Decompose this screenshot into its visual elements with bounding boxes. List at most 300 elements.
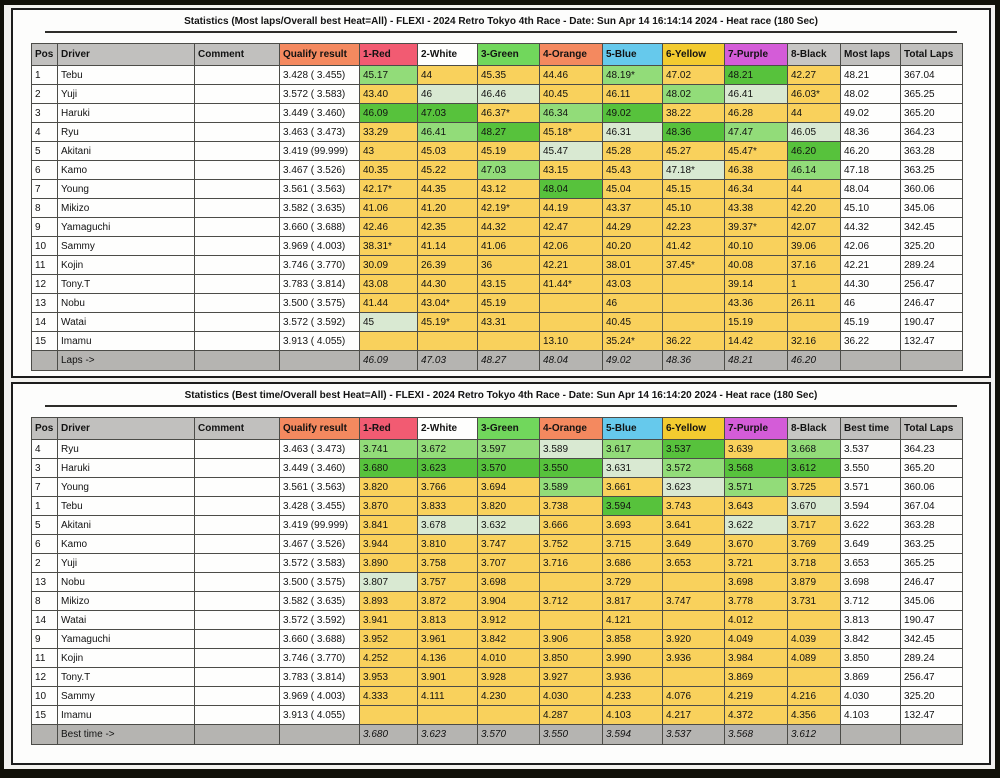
column-header-8-black: 8-Black (788, 44, 841, 66)
driver-cell: Ryu (58, 123, 195, 142)
qualify-cell: 3.572 ( 3.583) (280, 554, 360, 573)
pos-cell: 10 (32, 687, 58, 706)
heat-cell-8black: 4.089 (788, 649, 841, 668)
most-laps-cell: 48.02 (841, 85, 901, 104)
driver-cell: Tony.T (58, 668, 195, 687)
pos-cell: 12 (32, 668, 58, 687)
heat-cell-2white: 46.41 (418, 123, 478, 142)
heat-cell-2white: 41.20 (418, 199, 478, 218)
qualify-cell: 3.463 ( 3.473) (280, 123, 360, 142)
footer-total-cell (901, 725, 963, 745)
heat-cell-1red: 3.952 (360, 630, 418, 649)
total-laps-cell: 345.06 (901, 199, 963, 218)
footer-best-4orange: 3.550 (540, 725, 603, 745)
table-row (32, 592, 963, 611)
comment-cell (195, 123, 280, 142)
most-laps-cell: 45.19 (841, 313, 901, 332)
heat-cell-5blue: 46.31 (603, 123, 663, 142)
heat-cell-8black: 1 (788, 275, 841, 294)
heat-cell-7purple: 3.670 (725, 535, 788, 554)
pos-cell: 15 (32, 706, 58, 725)
pos-cell: 11 (32, 649, 58, 668)
footer-best-7purple: 3.568 (725, 725, 788, 745)
column-header-8-black: 8-Black (788, 418, 841, 440)
heat-cell-1red: 43 (360, 142, 418, 161)
heat-cell-4orange: 4.030 (540, 687, 603, 706)
most-laps-cell: 44.30 (841, 275, 901, 294)
total-laps-cell: 360.06 (901, 478, 963, 497)
best-time-cell: 3.537 (841, 440, 901, 459)
heat-cell-2white: 3.833 (418, 497, 478, 516)
heat-cell-7purple: 39.14 (725, 275, 788, 294)
driver-cell: Nobu (58, 294, 195, 313)
footer-pos-cell (32, 725, 58, 745)
heat-cell-5blue: 4.103 (603, 706, 663, 725)
comment-cell (195, 256, 280, 275)
heat-cell-6yellow (663, 573, 725, 592)
table-row (32, 180, 963, 199)
best-time-cell: 3.649 (841, 535, 901, 554)
table-body (32, 66, 963, 371)
title-rule (45, 31, 957, 33)
best-time-cell: 3.653 (841, 554, 901, 573)
table-row (32, 313, 963, 332)
qualify-cell: 3.746 ( 3.770) (280, 256, 360, 275)
table-row (32, 630, 963, 649)
heat-cell-7purple: 3.568 (725, 459, 788, 478)
best-time-title: Statistics (Best time/Overall best Heat=All) - FLEXI - 2024 Retro Tokyo 4th Race - Date: Sun Apr 14 16:14:20 2024 - Heat race (180 Sec) (184, 390, 818, 401)
heat-cell-8black: 3.718 (788, 554, 841, 573)
heat-cell-1red: 3.841 (360, 516, 418, 535)
table-row (32, 66, 963, 85)
pos-cell: 13 (32, 573, 58, 592)
qualify-cell: 3.783 ( 3.814) (280, 275, 360, 294)
driver-cell: Young (58, 478, 195, 497)
column-header-best-time: Best time (841, 418, 901, 440)
pos-cell: 3 (32, 459, 58, 478)
most-laps-cell: 44.32 (841, 218, 901, 237)
table-row (32, 123, 963, 142)
total-laps-cell: 360.06 (901, 180, 963, 199)
most-laps-cell: 46.20 (841, 142, 901, 161)
heat-cell-8black: 32.16 (788, 332, 841, 351)
best-time-cell: 3.712 (841, 592, 901, 611)
comment-cell (195, 237, 280, 256)
comment-cell (195, 294, 280, 313)
heat-cell-1red: 43.08 (360, 275, 418, 294)
driver-cell: Akitani (58, 516, 195, 535)
pos-cell: 6 (32, 161, 58, 180)
comment-cell (195, 66, 280, 85)
qualify-cell: 3.660 ( 3.688) (280, 218, 360, 237)
heat-cell-2white: 3.672 (418, 440, 478, 459)
heat-cell-8black: 3.731 (788, 592, 841, 611)
heat-cell-2white: 44.35 (418, 180, 478, 199)
pos-cell: 8 (32, 199, 58, 218)
heat-cell-4orange: 3.712 (540, 592, 603, 611)
table-row (32, 516, 963, 535)
heat-cell-8black (788, 611, 841, 630)
heat-cell-1red: 33.29 (360, 123, 418, 142)
qualify-cell: 3.449 ( 3.460) (280, 459, 360, 478)
column-header-pos: Pos (32, 44, 58, 66)
heat-cell-2white: 45.03 (418, 142, 478, 161)
column-header-total-laps: Total Laps (901, 44, 963, 66)
heat-cell-7purple: 47.47 (725, 123, 788, 142)
heat-cell-4orange (540, 294, 603, 313)
pos-cell: 4 (32, 440, 58, 459)
qualify-cell: 3.561 ( 3.563) (280, 180, 360, 199)
heat-cell-8black (788, 313, 841, 332)
most-laps-cell: 48.21 (841, 66, 901, 85)
best-time-cell: 3.842 (841, 630, 901, 649)
heat-cell-1red: 40.35 (360, 161, 418, 180)
comment-cell (195, 104, 280, 123)
comment-cell (195, 332, 280, 351)
heat-cell-4orange: 3.550 (540, 459, 603, 478)
column-header-5-blue: 5-Blue (603, 44, 663, 66)
header-row (32, 418, 963, 440)
heat-cell-1red: 3.941 (360, 611, 418, 630)
heat-cell-1red: 45.17 (360, 66, 418, 85)
most-laps-cell: 49.02 (841, 104, 901, 123)
pos-cell: 14 (32, 611, 58, 630)
heat-cell-7purple: 40.08 (725, 256, 788, 275)
heat-cell-8black: 26.11 (788, 294, 841, 313)
driver-cell: Kojin (58, 256, 195, 275)
heat-cell-3green: 3.707 (478, 554, 540, 573)
qualify-cell: 3.428 ( 3.455) (280, 497, 360, 516)
qualify-cell: 3.428 ( 3.455) (280, 66, 360, 85)
heat-cell-6yellow: 42.23 (663, 218, 725, 237)
heat-cell-5blue: 40.20 (603, 237, 663, 256)
table-row (32, 554, 963, 573)
driver-cell: Tony.T (58, 275, 195, 294)
comment-cell (195, 313, 280, 332)
qualify-cell: 3.419 (99.999) (280, 142, 360, 161)
driver-cell: Yuji (58, 85, 195, 104)
heat-cell-4orange: 13.10 (540, 332, 603, 351)
heat-cell-8black: 46.20 (788, 142, 841, 161)
heat-cell-8black: 3.725 (788, 478, 841, 497)
heat-cell-7purple: 40.10 (725, 237, 788, 256)
heat-cell-3green: 46.37* (478, 104, 540, 123)
heat-cell-7purple: 4.012 (725, 611, 788, 630)
heat-cell-5blue: 3.858 (603, 630, 663, 649)
heat-cell-3green: 43.12 (478, 180, 540, 199)
total-laps-cell: 367.04 (901, 66, 963, 85)
most-laps-title: Statistics (Most laps/Overall best Heat=All) - FLEXI - 2024 Retro Tokyo 4th Race - Date: Sun Apr 14 16:14:14 2024 - Heat race (180 Sec) (184, 16, 818, 27)
column-header-1-red: 1-Red (360, 44, 418, 66)
qualify-cell: 3.582 ( 3.635) (280, 592, 360, 611)
qualify-cell: 3.467 ( 3.526) (280, 161, 360, 180)
heat-cell-8black: 46.05 (788, 123, 841, 142)
pos-cell: 5 (32, 516, 58, 535)
table-head (32, 44, 963, 66)
driver-cell: Young (58, 180, 195, 199)
heat-cell-2white: 3.766 (418, 478, 478, 497)
heat-cell-6yellow (663, 668, 725, 687)
heat-cell-4orange: 3.589 (540, 478, 603, 497)
heat-cell-3green: 3.928 (478, 668, 540, 687)
qualify-cell: 3.969 ( 4.003) (280, 237, 360, 256)
pos-cell: 10 (32, 237, 58, 256)
heat-cell-2white: 45.22 (418, 161, 478, 180)
most-laps-cell: 42.06 (841, 237, 901, 256)
heat-cell-6yellow: 47.02 (663, 66, 725, 85)
column-header-qualify-result: Qualify result (280, 418, 360, 440)
pos-cell: 12 (32, 275, 58, 294)
heat-cell-8black: 44 (788, 180, 841, 199)
most-laps-cell: 48.36 (841, 123, 901, 142)
heat-cell-8black: 42.07 (788, 218, 841, 237)
heat-cell-2white: 3.810 (418, 535, 478, 554)
heat-cell-4orange: 3.752 (540, 535, 603, 554)
total-laps-cell: 365.25 (901, 85, 963, 104)
heat-cell-6yellow: 3.936 (663, 649, 725, 668)
column-header-3-green: 3-Green (478, 418, 540, 440)
total-laps-cell: 256.47 (901, 668, 963, 687)
heat-cell-4orange (540, 313, 603, 332)
heat-cell-5blue: 3.729 (603, 573, 663, 592)
heat-cell-4orange: 41.44* (540, 275, 603, 294)
heat-cell-8black: 4.039 (788, 630, 841, 649)
footer-row (32, 725, 963, 745)
total-laps-cell: 363.25 (901, 535, 963, 554)
pos-cell: 11 (32, 256, 58, 275)
column-header-3-green: 3-Green (478, 44, 540, 66)
heat-cell-1red: 3.953 (360, 668, 418, 687)
column-header-pos: Pos (32, 418, 58, 440)
most-laps-panel (11, 8, 991, 378)
comment-cell (195, 535, 280, 554)
heat-cell-5blue: 3.693 (603, 516, 663, 535)
heat-cell-4orange: 45.47 (540, 142, 603, 161)
best-time-cell: 3.571 (841, 478, 901, 497)
heat-cell-2white: 26.39 (418, 256, 478, 275)
total-laps-cell: 289.24 (901, 256, 963, 275)
heat-cell-5blue: 43.03 (603, 275, 663, 294)
heat-cell-7purple: 39.37* (725, 218, 788, 237)
table-body (32, 440, 963, 745)
best-time-table (31, 417, 963, 745)
heat-cell-3green: 41.06 (478, 237, 540, 256)
heat-cell-8black: 42.20 (788, 199, 841, 218)
driver-cell: Mikizo (58, 199, 195, 218)
total-laps-cell: 132.47 (901, 332, 963, 351)
footer-comment-cell (195, 725, 280, 745)
total-laps-cell: 363.28 (901, 142, 963, 161)
heat-cell-1red: 4.252 (360, 649, 418, 668)
heat-cell-2white (418, 706, 478, 725)
qualify-cell: 3.913 ( 4.055) (280, 706, 360, 725)
heat-cell-1red: 3.807 (360, 573, 418, 592)
heat-cell-2white: 43.04* (418, 294, 478, 313)
heat-cell-8black: 4.216 (788, 687, 841, 706)
table-row (32, 142, 963, 161)
table-row (32, 535, 963, 554)
heat-cell-3green: 48.27 (478, 123, 540, 142)
heat-cell-1red: 38.31* (360, 237, 418, 256)
heat-cell-4orange: 3.927 (540, 668, 603, 687)
heat-cell-8black: 39.06 (788, 237, 841, 256)
heat-cell-8black: 42.27 (788, 66, 841, 85)
heat-cell-7purple: 3.869 (725, 668, 788, 687)
footer-label: Laps -> (58, 351, 195, 371)
total-laps-cell: 364.23 (901, 123, 963, 142)
comment-cell (195, 459, 280, 478)
heat-cell-6yellow: 3.572 (663, 459, 725, 478)
total-laps-cell: 365.25 (901, 554, 963, 573)
driver-cell: Haruki (58, 104, 195, 123)
footer-qualify-cell (280, 351, 360, 371)
pos-cell: 1 (32, 66, 58, 85)
heat-cell-5blue: 3.715 (603, 535, 663, 554)
column-header-4-orange: 4-Orange (540, 44, 603, 66)
heat-cell-7purple: 3.571 (725, 478, 788, 497)
heat-cell-1red (360, 706, 418, 725)
table-row (32, 199, 963, 218)
total-laps-cell: 342.45 (901, 630, 963, 649)
heat-cell-8black: 37.16 (788, 256, 841, 275)
table-head (32, 418, 963, 440)
footer-result-cell (841, 351, 901, 371)
heat-cell-4orange: 42.06 (540, 237, 603, 256)
pos-cell: 5 (32, 142, 58, 161)
heat-cell-6yellow: 3.747 (663, 592, 725, 611)
heat-cell-3green: 3.694 (478, 478, 540, 497)
heat-cell-3green: 4.230 (478, 687, 540, 706)
heat-cell-7purple: 3.698 (725, 573, 788, 592)
footer-best-7purple: 48.21 (725, 351, 788, 371)
heat-cell-8black: 3.879 (788, 573, 841, 592)
heat-cell-7purple: 3.721 (725, 554, 788, 573)
heat-cell-6yellow (663, 611, 725, 630)
table-row (32, 706, 963, 725)
column-header-driver: Driver (58, 44, 195, 66)
heat-cell-7purple: 3.778 (725, 592, 788, 611)
heat-cell-3green: 3.842 (478, 630, 540, 649)
column-header-6-yellow: 6-Yellow (663, 44, 725, 66)
pos-cell: 9 (32, 218, 58, 237)
heat-cell-1red: 30.09 (360, 256, 418, 275)
comment-cell (195, 611, 280, 630)
best-time-cell: 3.698 (841, 573, 901, 592)
heat-cell-8black: 46.03* (788, 85, 841, 104)
heat-cell-7purple: 3.984 (725, 649, 788, 668)
heat-cell-6yellow: 37.45* (663, 256, 725, 275)
table-row (32, 459, 963, 478)
heat-cell-7purple: 46.34 (725, 180, 788, 199)
comment-cell (195, 199, 280, 218)
footer-best-5blue: 3.594 (603, 725, 663, 745)
comment-cell (195, 218, 280, 237)
driver-cell: Tebu (58, 497, 195, 516)
driver-cell: Watai (58, 611, 195, 630)
heat-cell-2white: 3.961 (418, 630, 478, 649)
heat-cell-4orange: 3.666 (540, 516, 603, 535)
comment-cell (195, 706, 280, 725)
total-laps-cell: 363.28 (901, 516, 963, 535)
heat-cell-4orange: 4.287 (540, 706, 603, 725)
heat-cell-2white: 3.901 (418, 668, 478, 687)
qualify-cell: 3.582 ( 3.635) (280, 199, 360, 218)
footer-comment-cell (195, 351, 280, 371)
best-time-cell: 3.813 (841, 611, 901, 630)
column-header-2-white: 2-White (418, 44, 478, 66)
qualify-cell: 3.913 ( 4.055) (280, 332, 360, 351)
heat-cell-1red: 46.09 (360, 104, 418, 123)
heat-cell-1red: 3.893 (360, 592, 418, 611)
heat-cell-2white: 45.19* (418, 313, 478, 332)
driver-cell: Nobu (58, 573, 195, 592)
comment-cell (195, 497, 280, 516)
heat-cell-7purple: 15.19 (725, 313, 788, 332)
best-time-cell: 3.869 (841, 668, 901, 687)
driver-cell: Kojin (58, 649, 195, 668)
pos-cell: 14 (32, 313, 58, 332)
table-row (32, 104, 963, 123)
heat-cell-2white: 4.136 (418, 649, 478, 668)
heat-cell-4orange (540, 573, 603, 592)
total-laps-cell: 246.47 (901, 573, 963, 592)
heat-cell-7purple: 4.049 (725, 630, 788, 649)
pos-cell: 15 (32, 332, 58, 351)
heat-cell-4orange: 3.716 (540, 554, 603, 573)
qualify-cell: 3.500 ( 3.575) (280, 294, 360, 313)
heat-cell-3green: 42.19* (478, 199, 540, 218)
footer-best-5blue: 49.02 (603, 351, 663, 371)
comment-cell (195, 85, 280, 104)
pos-cell: 7 (32, 478, 58, 497)
best-time-cell: 3.622 (841, 516, 901, 535)
heat-cell-1red: 3.890 (360, 554, 418, 573)
heat-cell-6yellow: 38.22 (663, 104, 725, 123)
heat-cell-3green: 44.32 (478, 218, 540, 237)
heat-cell-5blue: 3.990 (603, 649, 663, 668)
heat-cell-6yellow: 48.36 (663, 123, 725, 142)
heat-cell-2white: 46 (418, 85, 478, 104)
table-row (32, 85, 963, 104)
heat-cell-5blue: 45.04 (603, 180, 663, 199)
heat-cell-5blue: 3.936 (603, 668, 663, 687)
comment-cell (195, 478, 280, 497)
heat-cell-8black: 3.670 (788, 497, 841, 516)
column-header-7-purple: 7-Purple (725, 44, 788, 66)
heat-cell-1red: 42.17* (360, 180, 418, 199)
heat-cell-2white: 3.758 (418, 554, 478, 573)
heat-cell-4orange (540, 611, 603, 630)
heat-cell-5blue: 46.11 (603, 85, 663, 104)
driver-cell: Akitani (58, 142, 195, 161)
total-laps-cell: 246.47 (901, 294, 963, 313)
pos-cell: 7 (32, 180, 58, 199)
heat-cell-4orange: 48.04 (540, 180, 603, 199)
total-laps-cell: 342.45 (901, 218, 963, 237)
heat-cell-6yellow (663, 275, 725, 294)
heat-cell-2white: 3.623 (418, 459, 478, 478)
heat-cell-7purple: 3.639 (725, 440, 788, 459)
driver-cell: Kamo (58, 535, 195, 554)
total-laps-cell: 364.23 (901, 440, 963, 459)
heat-cell-3green: 45.35 (478, 66, 540, 85)
heat-cell-6yellow: 3.743 (663, 497, 725, 516)
heat-cell-8black: 3.717 (788, 516, 841, 535)
heat-cell-2white: 44.30 (418, 275, 478, 294)
heat-cell-5blue: 48.19* (603, 66, 663, 85)
comment-cell (195, 554, 280, 573)
heat-cell-5blue: 46 (603, 294, 663, 313)
